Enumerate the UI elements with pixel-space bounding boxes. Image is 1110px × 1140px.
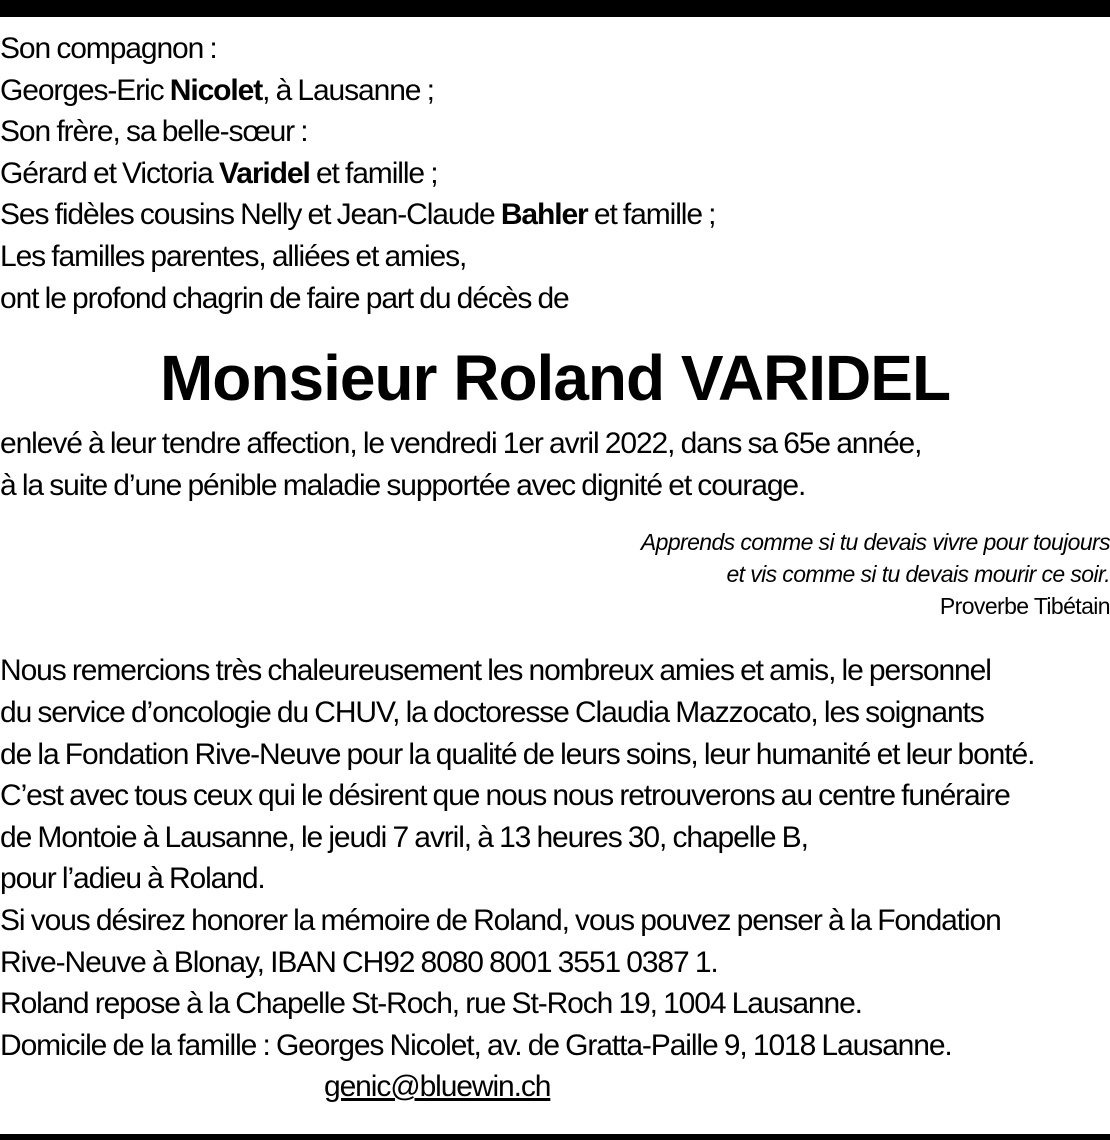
email-line bbox=[0, 1066, 1110, 1108]
top-border-rule bbox=[0, 0, 1110, 17]
companion-surname: Nicolet bbox=[169, 73, 263, 107]
companion-first-name: Georges-Eric bbox=[0, 73, 170, 107]
donation-line: Rive-Neuve à Blonay, IBAN CH92 8080 8001 3551 0387 1. bbox=[0, 945, 718, 979]
companion-label: Son compagnon : bbox=[0, 32, 217, 65]
cousins-rest: et famille ; bbox=[587, 198, 716, 232]
death-details-line-2: à la suite d’une pénible maladie supportée avec dignité et courage. bbox=[0, 468, 806, 502]
announcement-line: ont le profond chagrin de faire part du décès de bbox=[0, 281, 569, 315]
cousins-first-names: Ses fidèles cousins Nelly et Jean-Claude bbox=[0, 198, 501, 232]
thanks-paragraph bbox=[0, 650, 1110, 1108]
quote-line-1: Apprends comme si tu devais vivre pour toujours bbox=[640, 529, 1110, 556]
quote-line-2: et vis comme si tu devais mourir ce soir. bbox=[726, 561, 1110, 588]
death-details-line-1: enlevé à leur tendre affection, le vendredi 1er avril 2022, dans sa 65e année, bbox=[0, 427, 922, 461]
companion-line bbox=[0, 70, 1110, 112]
sibling-label: Son frère, sa belle-sœur : bbox=[0, 115, 308, 149]
donation-line: Si vous désirez honorer la mémoire de Roland, vous pouvez penser à la Fondation bbox=[0, 903, 1001, 937]
death-details bbox=[0, 423, 1110, 506]
obituary-notice bbox=[0, 28, 1110, 1108]
ceremony-line: de Montoie à Lausanne, le jeudi 7 avril, à 13 heures 30, chapelle B, bbox=[0, 820, 808, 854]
ceremony-line: pour l’adieu à Roland. bbox=[0, 862, 265, 896]
sibling-surname: Varidel bbox=[219, 156, 310, 190]
email-link[interactable]: genic@bluewin.ch bbox=[324, 1070, 551, 1104]
bottom-border-rule bbox=[0, 1134, 1110, 1140]
proverb-quote bbox=[0, 526, 1110, 622]
cousins-line bbox=[0, 194, 1110, 236]
other-families-line: Les familles parentes, alliées et amies, bbox=[0, 239, 467, 273]
thanks-line: du service d’oncologie du CHUV, la doctoresse Claudia Mazzocato, les soignants bbox=[0, 695, 984, 729]
companion-place: , à Lausanne ; bbox=[262, 73, 434, 107]
quote-source: Proverbe Tibétain bbox=[939, 593, 1110, 620]
thanks-line: Nous remercions très chaleureusement les nombreux amies et amis, le personnel bbox=[0, 654, 991, 688]
family-address-line: Domicile de la famille : Georges Nicolet, av. de Gratta-Paille 9, 1018 Lausanne. bbox=[0, 1028, 952, 1062]
ceremony-line: C’est avec tous ceux qui le désirent que nous nous retrouverons au centre funéraire bbox=[0, 779, 1010, 813]
sibling-line bbox=[0, 153, 1110, 195]
deceased-name-heading: Monsieur Roland VARIDEL bbox=[159, 342, 951, 415]
thanks-line: de la Fondation Rive-Neuve pour la qualité de leurs soins, leur humanité et leur bonté. bbox=[0, 737, 1035, 771]
cousins-surname: Bahler bbox=[500, 198, 588, 232]
repose-line: Roland repose à la Chapelle St-Roch, rue St-Roch 19, 1004 Lausanne. bbox=[0, 987, 862, 1021]
sibling-rest: et famille ; bbox=[309, 156, 438, 190]
sibling-first-names: Gérard et Victoria bbox=[0, 156, 219, 190]
